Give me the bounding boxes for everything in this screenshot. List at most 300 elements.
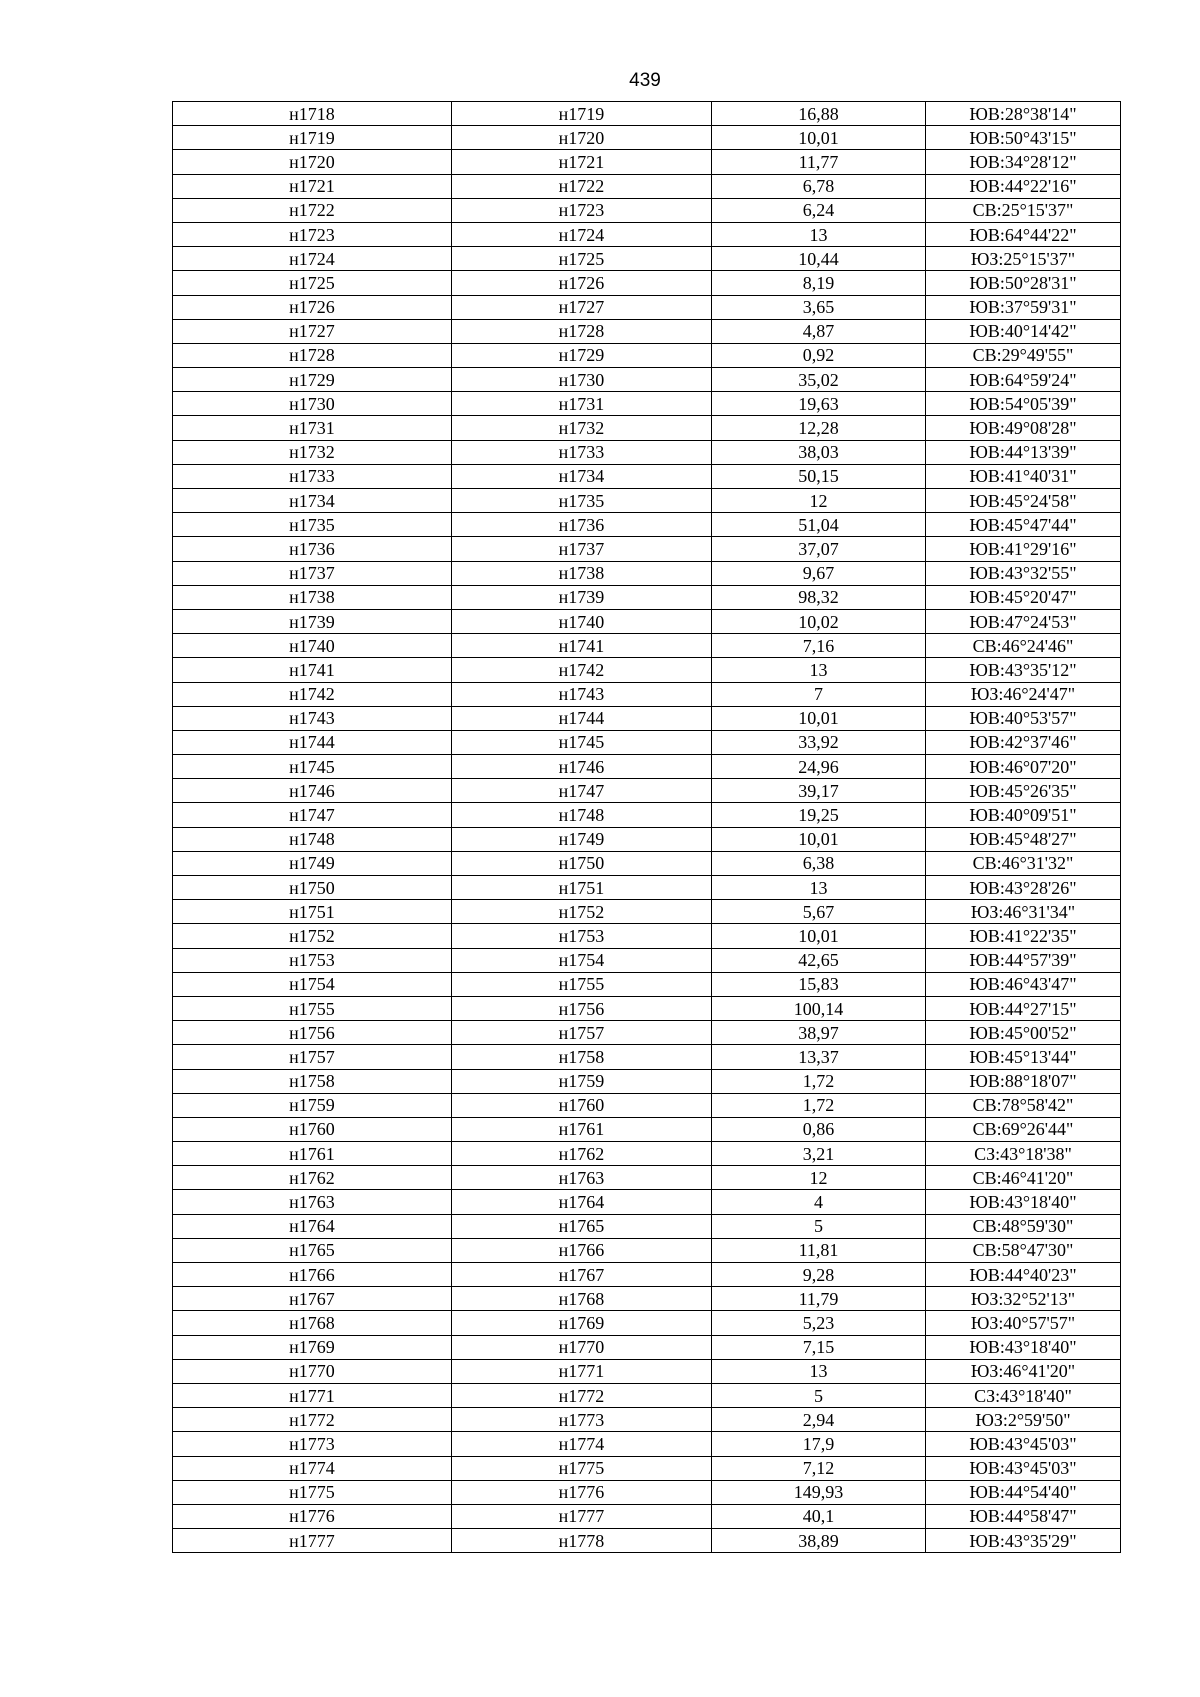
- point-from-cell: н1762: [173, 1166, 452, 1190]
- table-row: [173, 851, 1121, 875]
- table-row: [173, 1069, 1121, 1093]
- length-cell: 11,79: [712, 1287, 926, 1311]
- table-row: [173, 1238, 1121, 1262]
- table-row: [173, 392, 1121, 416]
- point-from-cell: н1731: [173, 416, 452, 440]
- point-from-cell: н1773: [173, 1432, 452, 1456]
- length-cell: 13: [712, 1359, 926, 1383]
- bearing-cell: ЮВ:44°58'47": [926, 1504, 1121, 1528]
- bearing-cell: ЮВ:45°47'44": [926, 513, 1121, 537]
- length-cell: 100,14: [712, 996, 926, 1020]
- point-from-cell: н1748: [173, 827, 452, 851]
- table-row: [173, 609, 1121, 633]
- point-from-cell: н1756: [173, 1021, 452, 1045]
- table-row: [173, 150, 1121, 174]
- point-from-cell: н1771: [173, 1383, 452, 1407]
- bearing-cell: СВ:46°31'32": [926, 851, 1121, 875]
- table-row: [173, 803, 1121, 827]
- point-to-cell: н1777: [452, 1504, 712, 1528]
- point-from-cell: н1725: [173, 271, 452, 295]
- point-to-cell: н1750: [452, 851, 712, 875]
- table-row: [173, 271, 1121, 295]
- bearing-cell: ЮВ:43°35'12": [926, 658, 1121, 682]
- length-cell: 9,28: [712, 1263, 926, 1287]
- length-cell: 10,01: [712, 924, 926, 948]
- length-cell: 7,12: [712, 1456, 926, 1480]
- length-cell: 1,72: [712, 1069, 926, 1093]
- length-cell: 10,01: [712, 827, 926, 851]
- length-cell: 0,86: [712, 1117, 926, 1141]
- bearing-cell: ЮВ:44°22'16": [926, 174, 1121, 198]
- point-to-cell: н1754: [452, 948, 712, 972]
- bearing-cell: ЮВ:40°09'51": [926, 803, 1121, 827]
- point-from-cell: н1767: [173, 1287, 452, 1311]
- point-to-cell: н1721: [452, 150, 712, 174]
- point-to-cell: н1755: [452, 972, 712, 996]
- point-from-cell: н1719: [173, 126, 452, 150]
- point-from-cell: н1724: [173, 247, 452, 271]
- point-to-cell: н1758: [452, 1045, 712, 1069]
- bearing-cell: ЮЗ:25°15'37": [926, 247, 1121, 271]
- point-to-cell: н1773: [452, 1408, 712, 1432]
- bearing-cell: ЮЗ:32°52'13": [926, 1287, 1121, 1311]
- table-row: [173, 1021, 1121, 1045]
- bearing-cell: ЮВ:43°45'03": [926, 1456, 1121, 1480]
- table-row: [173, 876, 1121, 900]
- bearing-cell: ЮВ:43°32'55": [926, 561, 1121, 585]
- point-to-cell: н1764: [452, 1190, 712, 1214]
- bearing-cell: ЮВ:54°05'39": [926, 392, 1121, 416]
- length-cell: 11,77: [712, 150, 926, 174]
- point-to-cell: н1772: [452, 1383, 712, 1407]
- point-from-cell: н1733: [173, 464, 452, 488]
- table-row: [173, 1311, 1121, 1335]
- point-from-cell: н1742: [173, 682, 452, 706]
- point-to-cell: н1753: [452, 924, 712, 948]
- point-from-cell: н1718: [173, 102, 452, 126]
- point-to-cell: н1739: [452, 585, 712, 609]
- length-cell: 3,21: [712, 1142, 926, 1166]
- bearing-cell: ЮВ:45°24'58": [926, 489, 1121, 513]
- point-to-cell: н1767: [452, 1263, 712, 1287]
- table-row: [173, 319, 1121, 343]
- point-to-cell: н1768: [452, 1287, 712, 1311]
- length-cell: 13: [712, 222, 926, 246]
- point-from-cell: н1726: [173, 295, 452, 319]
- bearing-cell: СВ:48°59'30": [926, 1214, 1121, 1238]
- table-row: [173, 1263, 1121, 1287]
- bearing-cell: ЮВ:45°26'35": [926, 779, 1121, 803]
- bearing-cell: ЮВ:45°20'47": [926, 585, 1121, 609]
- point-to-cell: н1743: [452, 682, 712, 706]
- bearing-cell: ЮВ:44°27'15": [926, 996, 1121, 1020]
- bearing-cell: ЮВ:37°59'31": [926, 295, 1121, 319]
- point-to-cell: н1747: [452, 779, 712, 803]
- length-cell: 5: [712, 1383, 926, 1407]
- length-cell: 5: [712, 1214, 926, 1238]
- table-row: [173, 924, 1121, 948]
- point-from-cell: н1722: [173, 198, 452, 222]
- point-to-cell: н1744: [452, 706, 712, 730]
- point-from-cell: н1728: [173, 343, 452, 367]
- bearing-cell: ЮВ:45°00'52": [926, 1021, 1121, 1045]
- length-cell: 37,07: [712, 537, 926, 561]
- length-cell: 24,96: [712, 755, 926, 779]
- point-from-cell: н1758: [173, 1069, 452, 1093]
- bearing-cell: ЮВ:43°28'26": [926, 876, 1121, 900]
- point-to-cell: н1762: [452, 1142, 712, 1166]
- length-cell: 10,01: [712, 126, 926, 150]
- point-to-cell: н1727: [452, 295, 712, 319]
- table-row: [173, 827, 1121, 851]
- bearing-cell: СВ:25°15'37": [926, 198, 1121, 222]
- length-cell: 12,28: [712, 416, 926, 440]
- point-from-cell: н1746: [173, 779, 452, 803]
- table-row: [173, 972, 1121, 996]
- point-to-cell: н1775: [452, 1456, 712, 1480]
- table-row: [173, 440, 1121, 464]
- table-row: [173, 730, 1121, 754]
- point-to-cell: н1745: [452, 730, 712, 754]
- point-from-cell: н1749: [173, 851, 452, 875]
- point-from-cell: н1768: [173, 1311, 452, 1335]
- table-row: [173, 1408, 1121, 1432]
- point-to-cell: н1778: [452, 1529, 712, 1553]
- length-cell: 5,23: [712, 1311, 926, 1335]
- point-from-cell: н1754: [173, 972, 452, 996]
- point-to-cell: н1770: [452, 1335, 712, 1359]
- length-cell: 1,72: [712, 1093, 926, 1117]
- length-cell: 7,15: [712, 1335, 926, 1359]
- point-to-cell: н1730: [452, 368, 712, 392]
- point-from-cell: н1739: [173, 609, 452, 633]
- point-from-cell: н1775: [173, 1480, 452, 1504]
- bearing-cell: СВ:46°41'20": [926, 1166, 1121, 1190]
- point-to-cell: н1749: [452, 827, 712, 851]
- table-row: [173, 1529, 1121, 1553]
- table-row: [173, 1335, 1121, 1359]
- bearing-cell: ЮВ:40°53'57": [926, 706, 1121, 730]
- point-to-cell: н1761: [452, 1117, 712, 1141]
- table-row: [173, 900, 1121, 924]
- length-cell: 51,04: [712, 513, 926, 537]
- length-cell: 16,88: [712, 102, 926, 126]
- point-from-cell: н1751: [173, 900, 452, 924]
- point-to-cell: н1756: [452, 996, 712, 1020]
- table-row: [173, 174, 1121, 198]
- length-cell: 38,97: [712, 1021, 926, 1045]
- point-from-cell: н1743: [173, 706, 452, 730]
- length-cell: 8,19: [712, 271, 926, 295]
- bearing-cell: ЮВ:45°48'27": [926, 827, 1121, 851]
- point-from-cell: н1750: [173, 876, 452, 900]
- bearing-cell: СВ:46°24'46": [926, 634, 1121, 658]
- bearing-cell: ЮВ:46°43'47": [926, 972, 1121, 996]
- point-from-cell: н1776: [173, 1504, 452, 1528]
- bearing-cell: ЮЗ:46°41'20": [926, 1359, 1121, 1383]
- point-from-cell: н1759: [173, 1093, 452, 1117]
- bearing-cell: ЮЗ:46°24'47": [926, 682, 1121, 706]
- point-to-cell: н1752: [452, 900, 712, 924]
- bearing-cell: СВ:69°26'44": [926, 1117, 1121, 1141]
- bearing-cell: СВ:58°47'30": [926, 1238, 1121, 1262]
- bearing-cell: ЮВ:41°40'31": [926, 464, 1121, 488]
- bearing-cell: ЮВ:49°08'28": [926, 416, 1121, 440]
- table-row: [173, 222, 1121, 246]
- table-row: [173, 996, 1121, 1020]
- point-from-cell: н1720: [173, 150, 452, 174]
- table-row: [173, 1383, 1121, 1407]
- point-from-cell: н1735: [173, 513, 452, 537]
- bearing-cell: ЮВ:42°37'46": [926, 730, 1121, 754]
- length-cell: 40,1: [712, 1504, 926, 1528]
- point-to-cell: н1759: [452, 1069, 712, 1093]
- length-cell: 38,89: [712, 1529, 926, 1553]
- length-cell: 7,16: [712, 634, 926, 658]
- length-cell: 6,24: [712, 198, 926, 222]
- length-cell: 7: [712, 682, 926, 706]
- bearing-cell: ЮВ:50°28'31": [926, 271, 1121, 295]
- length-cell: 13: [712, 658, 926, 682]
- length-cell: 4: [712, 1190, 926, 1214]
- point-to-cell: н1741: [452, 634, 712, 658]
- point-to-cell: н1725: [452, 247, 712, 271]
- table-row: [173, 126, 1121, 150]
- bearing-cell: ЮВ:64°59'24": [926, 368, 1121, 392]
- bearing-cell: СВ:29°49'55": [926, 343, 1121, 367]
- point-to-cell: н1769: [452, 1311, 712, 1335]
- bearing-cell: ЮЗ:2°59'50": [926, 1408, 1121, 1432]
- length-cell: 12: [712, 1166, 926, 1190]
- point-from-cell: н1723: [173, 222, 452, 246]
- point-from-cell: н1753: [173, 948, 452, 972]
- length-cell: 98,32: [712, 585, 926, 609]
- point-to-cell: н1732: [452, 416, 712, 440]
- length-cell: 19,25: [712, 803, 926, 827]
- point-from-cell: н1727: [173, 319, 452, 343]
- table-row: [173, 513, 1121, 537]
- point-to-cell: н1740: [452, 609, 712, 633]
- point-from-cell: н1729: [173, 368, 452, 392]
- point-to-cell: н1765: [452, 1214, 712, 1238]
- table-row: [173, 1214, 1121, 1238]
- length-cell: 17,9: [712, 1432, 926, 1456]
- point-to-cell: н1763: [452, 1166, 712, 1190]
- point-from-cell: н1761: [173, 1142, 452, 1166]
- length-cell: 10,44: [712, 247, 926, 271]
- table-row: [173, 1432, 1121, 1456]
- bearing-cell: ЮВ:44°40'23": [926, 1263, 1121, 1287]
- table-row: [173, 368, 1121, 392]
- bearing-cell: ЮВ:44°57'39": [926, 948, 1121, 972]
- length-cell: 5,67: [712, 900, 926, 924]
- table-row: [173, 102, 1121, 126]
- point-from-cell: н1734: [173, 489, 452, 513]
- bearing-cell: ЮВ:43°18'40": [926, 1335, 1121, 1359]
- length-cell: 6,38: [712, 851, 926, 875]
- length-cell: 39,17: [712, 779, 926, 803]
- point-from-cell: н1721: [173, 174, 452, 198]
- table-row: [173, 295, 1121, 319]
- point-from-cell: н1772: [173, 1408, 452, 1432]
- bearing-cell: ЮВ:34°28'12": [926, 150, 1121, 174]
- bearing-cell: ЮВ:46°07'20": [926, 755, 1121, 779]
- point-from-cell: н1752: [173, 924, 452, 948]
- point-from-cell: н1740: [173, 634, 452, 658]
- bearing-cell: СВ:78°58'42": [926, 1093, 1121, 1117]
- point-from-cell: н1760: [173, 1117, 452, 1141]
- length-cell: 12: [712, 489, 926, 513]
- table-row: [173, 755, 1121, 779]
- point-to-cell: н1737: [452, 537, 712, 561]
- bearing-cell: ЮВ:45°13'44": [926, 1045, 1121, 1069]
- point-to-cell: н1720: [452, 126, 712, 150]
- length-cell: 10,01: [712, 706, 926, 730]
- point-from-cell: н1769: [173, 1335, 452, 1359]
- point-from-cell: н1744: [173, 730, 452, 754]
- table-body: [173, 102, 1121, 1553]
- point-from-cell: н1765: [173, 1238, 452, 1262]
- point-to-cell: н1751: [452, 876, 712, 900]
- point-to-cell: н1774: [452, 1432, 712, 1456]
- length-cell: 19,63: [712, 392, 926, 416]
- point-from-cell: н1730: [173, 392, 452, 416]
- table-row: [173, 1287, 1121, 1311]
- bearing-cell: ЮВ:41°22'35": [926, 924, 1121, 948]
- point-to-cell: н1728: [452, 319, 712, 343]
- point-from-cell: н1766: [173, 1263, 452, 1287]
- point-to-cell: н1766: [452, 1238, 712, 1262]
- point-to-cell: н1748: [452, 803, 712, 827]
- point-to-cell: н1731: [452, 392, 712, 416]
- bearing-cell: ЮВ:41°29'16": [926, 537, 1121, 561]
- bearing-cell: ЮВ:28°38'14": [926, 102, 1121, 126]
- point-from-cell: н1741: [173, 658, 452, 682]
- point-to-cell: н1729: [452, 343, 712, 367]
- point-from-cell: н1755: [173, 996, 452, 1020]
- table-row: [173, 948, 1121, 972]
- table-row: [173, 1456, 1121, 1480]
- table-row: [173, 658, 1121, 682]
- point-to-cell: н1724: [452, 222, 712, 246]
- point-to-cell: н1734: [452, 464, 712, 488]
- length-cell: 4,87: [712, 319, 926, 343]
- point-from-cell: н1747: [173, 803, 452, 827]
- length-cell: 3,65: [712, 295, 926, 319]
- length-cell: 149,93: [712, 1480, 926, 1504]
- page-number: 439: [629, 70, 661, 91]
- point-to-cell: н1771: [452, 1359, 712, 1383]
- table-row: [173, 489, 1121, 513]
- length-cell: 13: [712, 876, 926, 900]
- point-to-cell: н1738: [452, 561, 712, 585]
- table-row: [173, 537, 1121, 561]
- bearing-cell: ЮВ:50°43'15": [926, 126, 1121, 150]
- table-row: [173, 1359, 1121, 1383]
- length-cell: 6,78: [712, 174, 926, 198]
- point-from-cell: н1770: [173, 1359, 452, 1383]
- table-row: [173, 1093, 1121, 1117]
- table-row: [173, 1166, 1121, 1190]
- table-row: [173, 1117, 1121, 1141]
- length-cell: 2,94: [712, 1408, 926, 1432]
- length-cell: 11,81: [712, 1238, 926, 1262]
- bearing-cell: ЮВ:43°45'03": [926, 1432, 1121, 1456]
- table-row: [173, 634, 1121, 658]
- table-row: [173, 198, 1121, 222]
- length-cell: 9,67: [712, 561, 926, 585]
- length-cell: 10,02: [712, 609, 926, 633]
- point-to-cell: н1719: [452, 102, 712, 126]
- point-from-cell: н1738: [173, 585, 452, 609]
- length-cell: 35,02: [712, 368, 926, 392]
- bearing-cell: ЮВ:43°35'29": [926, 1529, 1121, 1553]
- table-row: [173, 247, 1121, 271]
- point-from-cell: н1764: [173, 1214, 452, 1238]
- bearing-cell: СЗ:43°18'40": [926, 1383, 1121, 1407]
- point-from-cell: н1777: [173, 1529, 452, 1553]
- table-row: [173, 1142, 1121, 1166]
- bearing-cell: ЮВ:40°14'42": [926, 319, 1121, 343]
- bearing-cell: ЮВ:88°18'07": [926, 1069, 1121, 1093]
- point-from-cell: н1774: [173, 1456, 452, 1480]
- length-cell: 13,37: [712, 1045, 926, 1069]
- point-to-cell: н1746: [452, 755, 712, 779]
- table-row: [173, 416, 1121, 440]
- bearing-cell: ЮВ:43°18'40": [926, 1190, 1121, 1214]
- length-cell: 15,83: [712, 972, 926, 996]
- point-from-cell: н1745: [173, 755, 452, 779]
- point-to-cell: н1735: [452, 489, 712, 513]
- table-row: [173, 682, 1121, 706]
- table-row: [173, 1045, 1121, 1069]
- bearing-cell: ЮЗ:46°31'34": [926, 900, 1121, 924]
- point-to-cell: н1726: [452, 271, 712, 295]
- point-to-cell: н1760: [452, 1093, 712, 1117]
- point-from-cell: н1737: [173, 561, 452, 585]
- table-row: [173, 464, 1121, 488]
- point-to-cell: н1742: [452, 658, 712, 682]
- bearing-cell: ЮВ:47°24'53": [926, 609, 1121, 633]
- bearing-cell: ЮВ:44°13'39": [926, 440, 1121, 464]
- table-row: [173, 585, 1121, 609]
- table-row: [173, 343, 1121, 367]
- point-from-cell: н1757: [173, 1045, 452, 1069]
- length-cell: 33,92: [712, 730, 926, 754]
- point-to-cell: н1723: [452, 198, 712, 222]
- length-cell: 0,92: [712, 343, 926, 367]
- point-to-cell: н1757: [452, 1021, 712, 1045]
- point-from-cell: н1763: [173, 1190, 452, 1214]
- table-row: [173, 561, 1121, 585]
- point-to-cell: н1722: [452, 174, 712, 198]
- bearing-cell: ЮВ:44°54'40": [926, 1480, 1121, 1504]
- table-row: [173, 1504, 1121, 1528]
- bearing-cell: СЗ:43°18'38": [926, 1142, 1121, 1166]
- length-cell: 38,03: [712, 440, 926, 464]
- point-to-cell: н1736: [452, 513, 712, 537]
- length-cell: 42,65: [712, 948, 926, 972]
- bearing-cell: ЮВ:64°44'22": [926, 222, 1121, 246]
- table-row: [173, 1480, 1121, 1504]
- table-row: [173, 706, 1121, 730]
- boundary-points-table: [172, 101, 1121, 1553]
- length-cell: 50,15: [712, 464, 926, 488]
- point-to-cell: н1733: [452, 440, 712, 464]
- table-row: [173, 779, 1121, 803]
- point-from-cell: н1732: [173, 440, 452, 464]
- table-row: [173, 1190, 1121, 1214]
